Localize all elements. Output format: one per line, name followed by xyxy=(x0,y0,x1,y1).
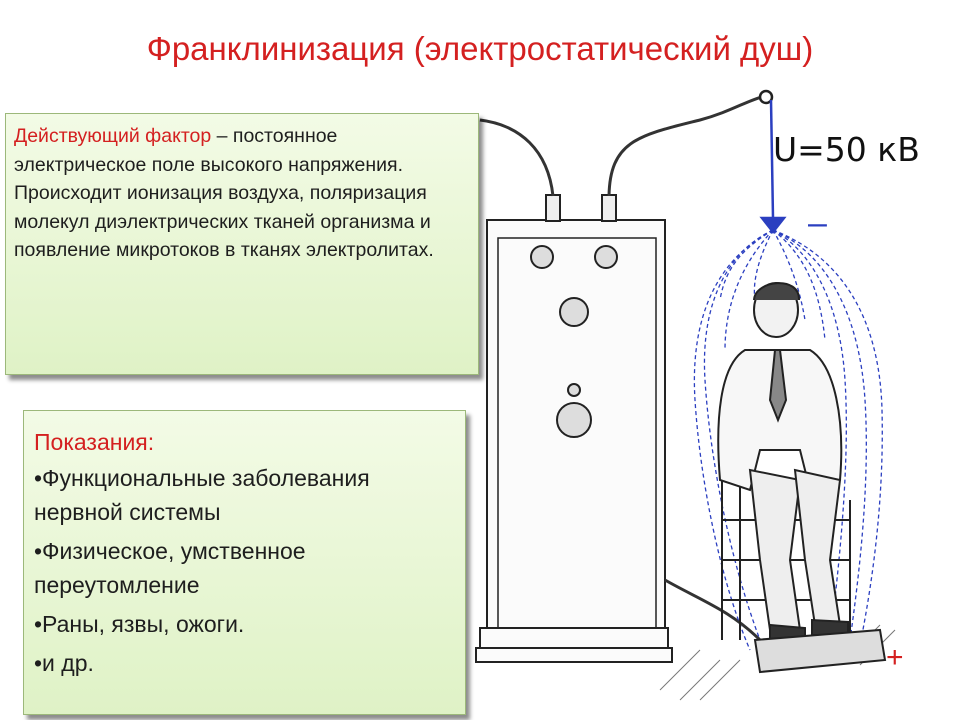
minus-sign: – xyxy=(808,204,827,242)
factor-text xyxy=(14,122,472,179)
list-item: •Физическое, умственное переутомление xyxy=(34,538,306,598)
list-item: •и др. xyxy=(34,650,94,676)
list-item: •Раны, язвы, ожоги. xyxy=(34,611,245,637)
factor-line1: – постоянное электрическое поле высокого напряжения. xyxy=(14,125,404,176)
indications-list xyxy=(34,461,455,680)
slide-title: Франклинизация (электростатический душ) xyxy=(146,30,814,67)
plus-sign: + xyxy=(886,641,904,674)
indications-box xyxy=(23,410,466,715)
factor-term: Действующий фактор xyxy=(14,125,212,147)
franklinization-illustration xyxy=(460,85,940,705)
factor-effect-text: Происходит ионизация воздуха, поляризация молекул диэлектрических тканей организма и появление микротоков в тканях электролитах. xyxy=(14,182,434,261)
indications-heading: Показания: xyxy=(34,429,155,455)
seated-patient xyxy=(718,283,848,640)
apparatus-cabinet xyxy=(476,220,672,662)
factor-box xyxy=(5,113,479,375)
list-item: •Функциональные заболевания нервной системы xyxy=(34,465,370,525)
voltage-label: U=50 кВ xyxy=(773,130,920,169)
